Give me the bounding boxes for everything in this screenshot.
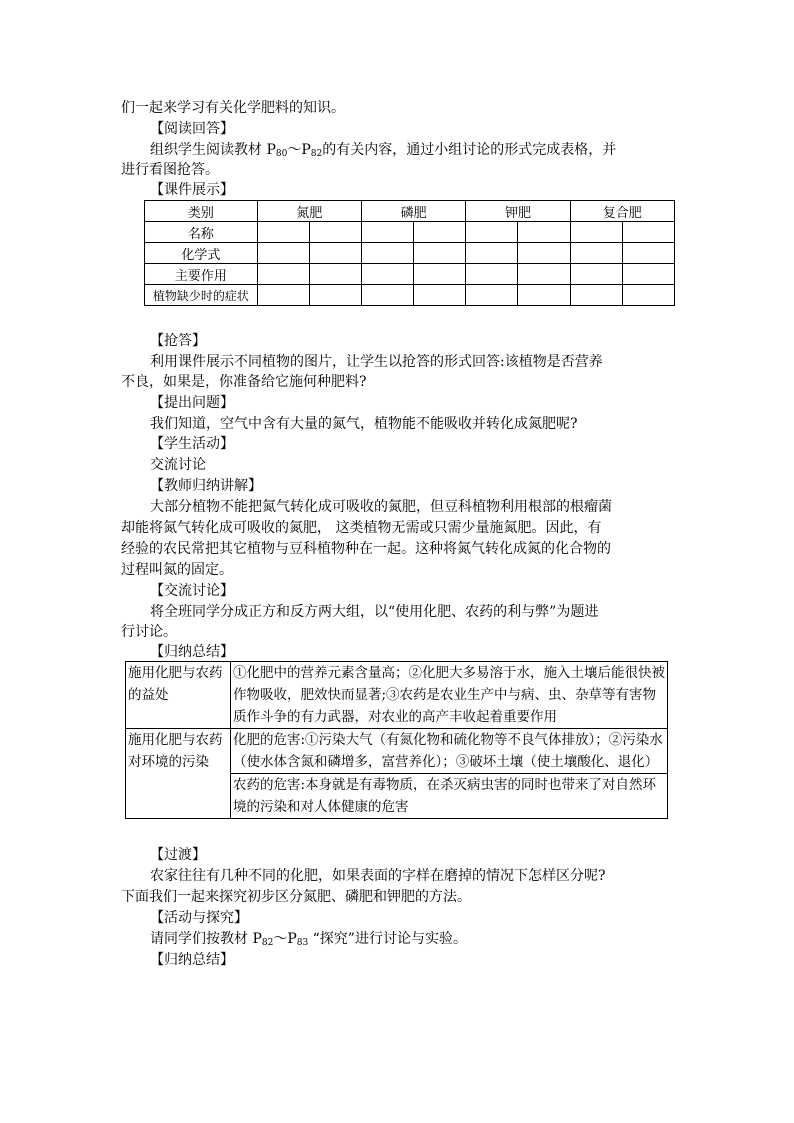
- table-cell: [518, 264, 570, 285]
- table-cell: [362, 222, 414, 243]
- section-summary-heading: 【归纳总结】: [150, 644, 234, 660]
- fertilizer-table: [144, 200, 675, 306]
- section-read-heading: 【阅读回答】: [150, 121, 234, 137]
- harm-pesticide-text: 农药的危害:本身就是有毒物质，在杀灭病虫害的同时也带来了对自然环境的污染和对人体健康的危害: [231, 774, 668, 819]
- teacher-line-2: 却能将氮气转化成可吸收的氮肥， 这类植物无需或只需少量施氮肥。因此，有: [121, 520, 602, 536]
- table-cell: [518, 222, 570, 243]
- table-cell: [257, 243, 309, 264]
- table-cell: [309, 264, 361, 285]
- table-cell: [622, 285, 674, 306]
- table-row: [145, 264, 675, 285]
- activity-line: 交流讨论: [150, 457, 206, 473]
- section-question-heading: 【提出问题】: [150, 395, 234, 411]
- page-subscript: 80: [275, 149, 288, 159]
- explore-text-part: ～P: [273, 931, 297, 947]
- table-cell: [466, 243, 518, 264]
- section-discuss-heading: 【交流讨论】: [150, 583, 234, 599]
- table-cell: [309, 285, 361, 306]
- question-line: 我们知道，空气中含有大量的氮气，植物能不能吸收并转化成氮肥呢?: [150, 416, 578, 432]
- discuss-line-2: 行讨论。: [121, 624, 177, 640]
- transition-line-2: 下面我们一起来探究初步区分氮肥、磷肥和钾肥的方法。: [121, 889, 471, 905]
- benefit-label: 施用化肥与农药的益处: [126, 662, 231, 729]
- section-display-heading: 【课件展示】: [150, 182, 234, 198]
- table-cell: [622, 222, 674, 243]
- table-cell: [466, 222, 518, 243]
- table-header-cell: 氮肥: [257, 201, 361, 222]
- table-cell: [362, 243, 414, 264]
- table-cell: [518, 285, 570, 306]
- transition-line-1: 农家往往有几种不同的化肥，如果表面的字样在磨掉的情况下怎样区分呢?: [150, 868, 606, 884]
- table-cell: [570, 243, 622, 264]
- table-cell: [257, 285, 309, 306]
- table-cell: [570, 264, 622, 285]
- table-header-cell: 磷肥: [362, 201, 466, 222]
- table-row: [126, 662, 668, 729]
- table-cell: [570, 222, 622, 243]
- intro-line: 们一起来学习有关化学肥料的知识。: [121, 100, 345, 116]
- page-subscript: 82: [261, 938, 274, 948]
- page-subscript: 83: [296, 938, 309, 948]
- explore-text-part: “探究”进行讨论与实验。: [308, 931, 467, 947]
- table-cell: [622, 264, 674, 285]
- table-cell: [309, 222, 361, 243]
- teacher-line-4: 过程叫氮的固定。: [121, 562, 233, 578]
- table-header-cell: 复合肥: [570, 201, 674, 222]
- benefit-text: ①化肥中的营养元素含量高；②化肥大多易溶于水，施入土壤后能很快被作物吸收，肥效快而显著;③农药是农业生产中与病、虫、杂草等有害物质作斗争的有力武器，对农业的高产丰收起着重要作用: [231, 662, 668, 729]
- table-cell: [414, 264, 466, 285]
- explore-text-part: 请同学们按教材 P: [150, 931, 262, 947]
- section-transition-heading: 【过渡】: [150, 847, 206, 863]
- table-cell: [414, 222, 466, 243]
- table-row: [145, 222, 675, 243]
- read-text-part: 的有关内容，通过小组讨论的形式完成表格，并: [322, 142, 617, 158]
- harm-fertilizer-text: 化肥的危害:①污染大气（有氮化物和硫化物等不良气体排放）；②污染水（使水体含氮和磷增多，富营养化）；③破坏土壤（使土壤酸化、退化）: [231, 729, 668, 774]
- table-cell: [257, 264, 309, 285]
- section-summary-heading-2: 【归纳总结】: [150, 952, 234, 968]
- row-label: 化学式: [145, 243, 258, 264]
- table-row: [145, 243, 675, 264]
- read-text-line-2: 进行看图抢答。: [121, 162, 219, 178]
- table-cell: [466, 285, 518, 306]
- race-line-2: 不良，如果是，你准备给它施何种肥料?: [121, 374, 367, 390]
- table-cell: [362, 264, 414, 285]
- race-line-1: 利用课件展示不同植物的图片，让学生以抢答的形式回答:该植物是否营养: [150, 354, 603, 370]
- read-text-part: 组织学生阅读教材 P: [150, 142, 276, 158]
- table-cell: [622, 243, 674, 264]
- table-header-cell: 类别: [145, 201, 258, 222]
- row-label: 名称: [145, 222, 258, 243]
- table-cell: [570, 285, 622, 306]
- section-activity-heading: 【学生活动】: [150, 436, 234, 452]
- table-cell: [518, 243, 570, 264]
- table-cell: [466, 264, 518, 285]
- pros-cons-table: [125, 661, 668, 819]
- teacher-line-1: 大部分植物不能把氮气转化成可吸收的氮肥，但豆科植物利用根部的根瘤菌: [150, 499, 612, 515]
- table-cell: [362, 285, 414, 306]
- read-text-line-1: [150, 140, 616, 164]
- table-row: [145, 285, 675, 306]
- section-teacher-heading: 【教师归纳讲解】: [150, 478, 262, 494]
- table-cell: [257, 222, 309, 243]
- table-cell: [414, 243, 466, 264]
- table-row: [126, 729, 668, 774]
- section-race-heading: 【抢答】: [150, 333, 206, 349]
- teacher-line-3: 经验的农民常把其它植物与豆科植物种在一起。这种将氮气转化成氮的化合物的: [121, 541, 611, 557]
- table-header-cell: 钾肥: [466, 201, 570, 222]
- table-cell: [414, 285, 466, 306]
- discuss-line-1: 将全班同学分成正方和反方两大组，以“使用化肥、农药的利与弊”为题进: [150, 604, 599, 620]
- section-explore-heading: 【活动与探究】: [150, 910, 248, 926]
- read-text-part: ～P: [287, 142, 311, 158]
- row-label: 植物缺少时的症状: [145, 285, 258, 306]
- page-subscript: 82: [310, 149, 323, 159]
- table-header-row: [145, 201, 675, 222]
- harm-label: 施用化肥与农药对环境的污染: [126, 729, 231, 819]
- row-label: 主要作用: [145, 264, 258, 285]
- table-cell: [309, 243, 361, 264]
